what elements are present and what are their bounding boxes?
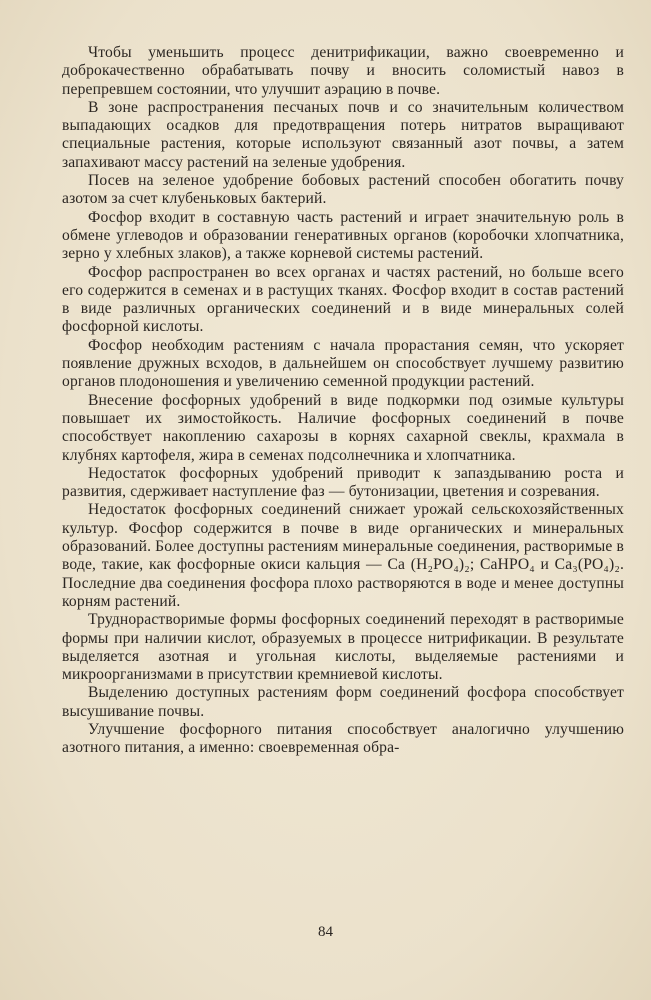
page-number: 84 [318,924,333,940]
paragraph-1: Чтобы уменьшить процесс денитрификации, важно своевременно и доброкачественно обрабатывать почву и вносить соломистый навоз в перепревшем состоянии, что улучшит аэрацию в почве. [62,44,624,98]
paragraph-12: Улучшение фосфорного питания способствует аналогично улучшению азотного питания, а именно: своевременная обра- [62,720,624,757]
paragraph-5: Фосфор распространен во всех органах и частях растений, но больше всего его содержится в семенах и в растущих тканях. Фосфор входит в состав растений в виде различных органических соединений и в виде минеральных солей фосфорной кислоты. [62,263,624,336]
paragraph-6: Фосфор необходим растениям с начала прорастания семян, что ускоряет появление дружных всходов, в дальнейшем он способствует лучшему развитию органов плодоношения и увеличению семенной продукции растений. [62,336,624,391]
paragraph-4: Фосфор входит в составную часть растений и играет значительную роль в обмене углеводов и образовании генеративных органов (коробочки хлопчатника, зерно у хлебных злаков), а также корневой системы растений. [62,208,624,263]
paragraph-11: Выделению доступных растениям форм соединений фосфора способствует высушивание почвы. [62,684,624,720]
paragraph-10: Труднорастворимые формы фосфорных соединений переходят в растворимые формы при наличии кислот, образуемых в процессе нитрификации. В результате выделяется азотная и угольная кислоты, выделяемые растениями и микроорганизмами в присутствии кремниевой кислоты. [62,611,624,684]
paragraph-8: Недостаток фосфорных удобрений приводит к запаздыванию роста и развития, сдерживает наступление фаз — бутонизации, цветения и созревания. [62,464,624,501]
paragraph-2: В зоне распространения песчаных почв и со значительным количеством выпадающих осадков для предотвращения потерь нитратов выращивают специальные растения, которые используют связанный азот почвы, а затем запахивают массу растений на зеленые удобрения. [62,98,624,171]
paragraph-3: Посев на зеленое удобрение бобовых растений способен обогатить почву азотом за счет клубеньковых бактерий. [62,172,624,208]
paragraph-7: Внесение фосфорных удобрений в виде подкормки под озимые культуры повышает их зимостойкость. Наличие фосфорных соединений в почве способствует накоплению сахарозы в корнях сахарной свеклы, крахмала в клубнях картофеля, жира в семенах подсолнечника и хлопчатника. [62,391,624,464]
paragraph-9: Недостаток фосфорных соединений снижает урожай сельскохозяйственных культур. Фосфор содержится в почве в виде органических и минеральных образований. Более доступны растениям минеральные соединения, растворимые в воде, такие, как фосфорные окиси кальция — Ca (H₂PO₄)₂; CaHPO₄ и Ca₃(PO₄)₂. Последние два соединения фосфора плохо растворяются в воде и менее доступны корням растений. [62,501,624,610]
body-text [62,44,624,758]
